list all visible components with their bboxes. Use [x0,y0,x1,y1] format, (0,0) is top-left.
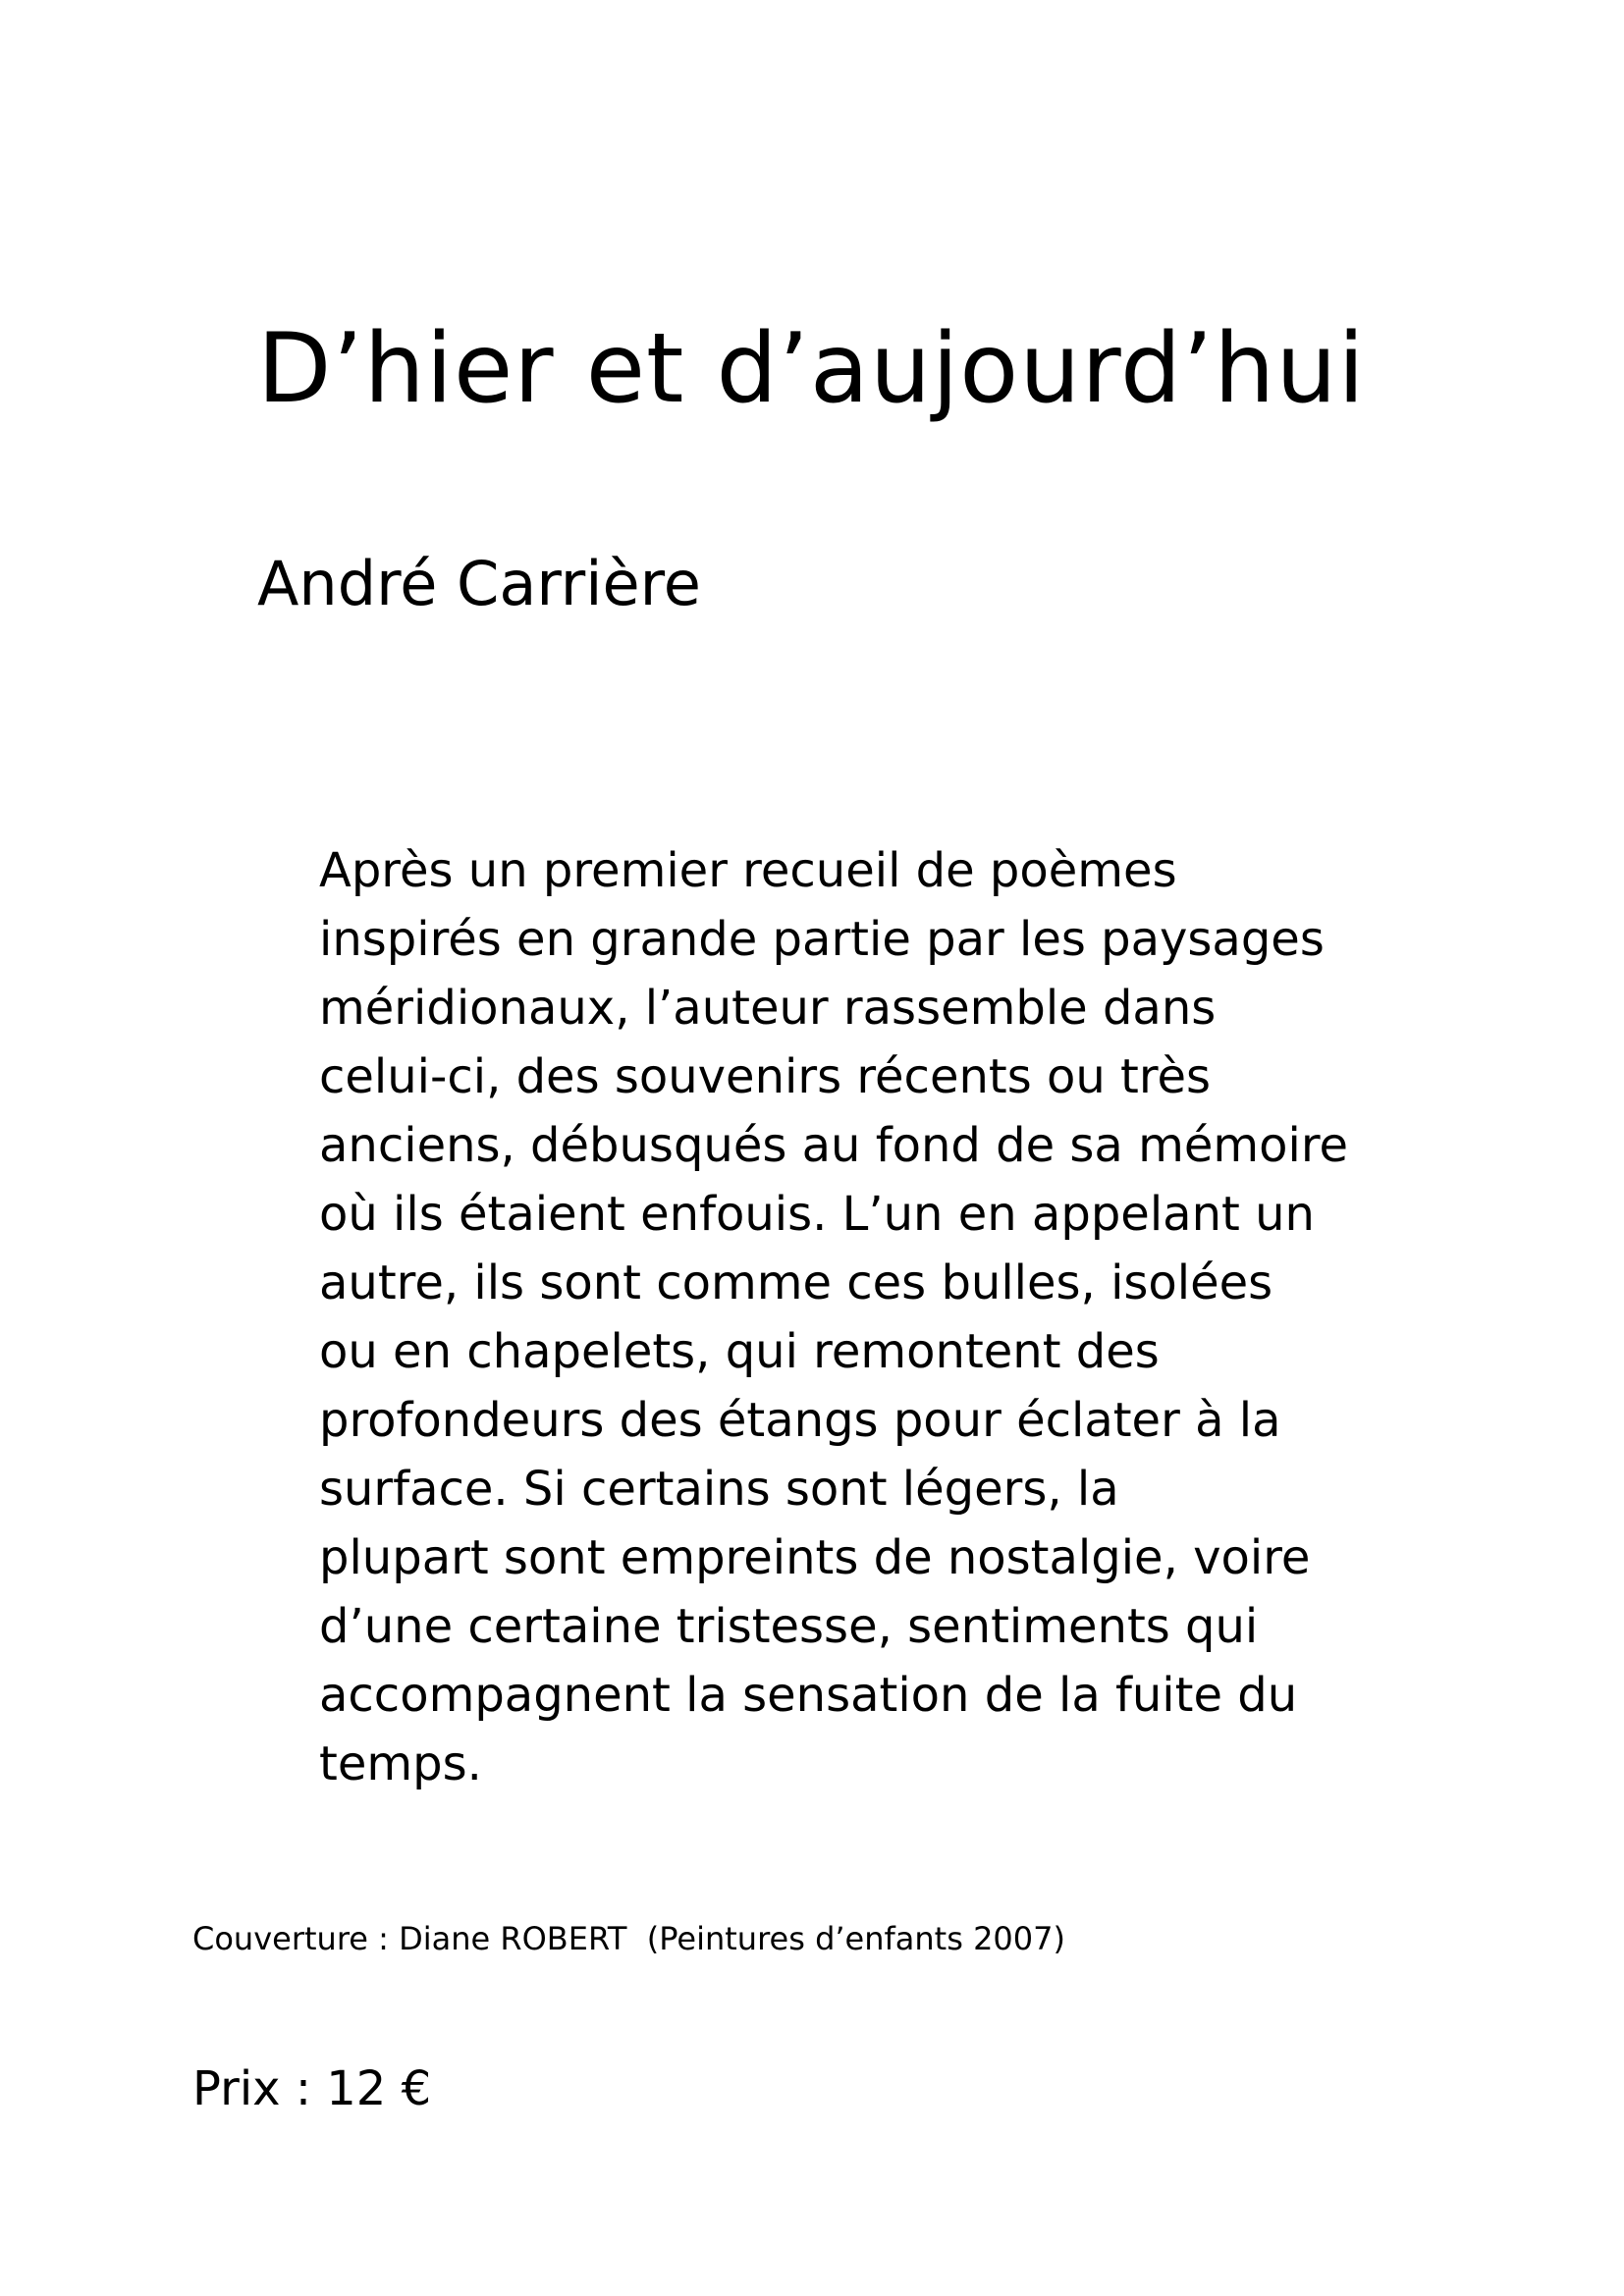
blurb-line: ou en chapelets, qui remontent des [319,1324,1160,1379]
blurb-line: profondeurs des étangs pour éclater à la [319,1393,1281,1448]
price: Prix : 12 € [192,2061,432,2116]
blurb-line: celui-ci, des souvenirs récents ou très [319,1049,1212,1104]
back-cover-blurb [319,836,1348,1798]
blurb-line: d’une certaine tristesse, sentiments qui [319,1599,1259,1654]
blurb-line: inspirés en grande partie par les paysages [319,912,1325,967]
blurb-line: accompagnent la sensation de la fuite du [319,1668,1298,1723]
blurb-line: surface. Si certains sont légers, la [319,1462,1119,1517]
blurb-line: où ils étaient enfouis. L’un en appelant un [319,1187,1315,1242]
blurb-line: temps. [319,1736,482,1791]
cover-credit: Couverture : Diane ROBERT (Peintures d’enfants 2007) [192,1920,1065,1957]
book-title: D’hier et d’aujourd’hui [257,313,1366,425]
blurb-line: méridionaux, l’auteur rassemble dans [319,981,1217,1036]
blurb-line: plupart sont empreints de nostalgie, voire [319,1530,1311,1585]
blurb-line: Après un premier recueil de poèmes [319,843,1177,898]
blurb-line: autre, ils sont comme ces bulles, isolées [319,1255,1273,1310]
blurb-line: anciens, débusqués au fond de sa mémoire [319,1118,1349,1173]
author-name: André Carrière [257,548,701,619]
